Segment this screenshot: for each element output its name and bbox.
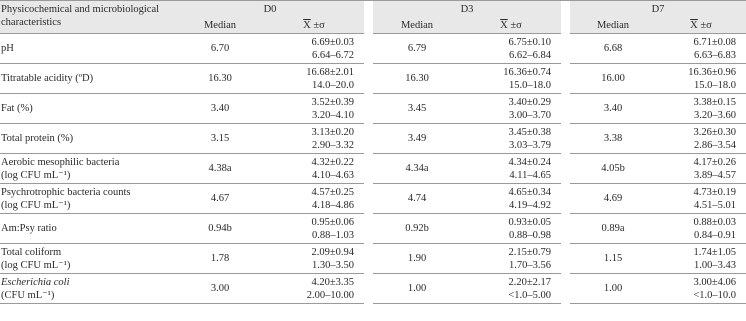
range-value: 3.89–4.57 bbox=[694, 169, 736, 181]
mean-sd-value: 0.95±0.06 bbox=[311, 216, 354, 228]
range-value: 6.63–6.83 bbox=[694, 49, 736, 61]
row-label bbox=[0, 124, 176, 154]
spacer bbox=[364, 34, 373, 64]
median-cell: 1.15 bbox=[570, 244, 656, 274]
range-value: <1.0–10.0 bbox=[693, 289, 736, 301]
table-row bbox=[0, 274, 746, 304]
mean-sd-value: 16.36±0.74 bbox=[503, 66, 551, 78]
median-cell: 4.74 bbox=[373, 184, 461, 214]
mean-sd-header: X ±σ bbox=[264, 17, 364, 34]
spacer bbox=[364, 184, 373, 214]
group-header-d3: D3 bbox=[373, 1, 561, 18]
median-cell: 4.34a bbox=[373, 154, 461, 184]
mean-sd-value: 3.40±0.29 bbox=[508, 96, 551, 108]
table-row bbox=[0, 244, 746, 274]
mean-sd-value: 3.26±0.30 bbox=[693, 126, 736, 138]
row-label-line2: (log CFU mL⁻¹) bbox=[1, 169, 71, 181]
spacer bbox=[364, 244, 373, 274]
median-header: Median bbox=[176, 17, 264, 34]
median-cell: 4.69 bbox=[570, 184, 656, 214]
mean-sd-header: X ±σ bbox=[656, 17, 746, 34]
row-label bbox=[0, 154, 176, 184]
mean-sd-value: 4.73±0.19 bbox=[693, 186, 736, 198]
range-value: 3.03–3.79 bbox=[509, 139, 551, 151]
spacer bbox=[561, 34, 570, 64]
mean-sd-value: 2.20±2.17 bbox=[508, 276, 551, 288]
row-label-line1: Escherichia coli bbox=[1, 276, 70, 288]
spacer bbox=[561, 214, 570, 244]
row-label-line1: Total coliform bbox=[1, 246, 62, 258]
group-header-d0: D0 bbox=[176, 1, 364, 18]
spacer bbox=[364, 274, 373, 304]
range-value: 3.20–4.10 bbox=[312, 109, 354, 121]
spacer bbox=[561, 1, 570, 18]
mean-sd-cell bbox=[461, 274, 561, 304]
mean-sd-value: 16.68±2.01 bbox=[306, 66, 354, 78]
range-value: 4.11–4.65 bbox=[509, 169, 551, 181]
row-label-line1: pH bbox=[1, 43, 14, 54]
mean-sd-value: 0.88±0.03 bbox=[693, 216, 736, 228]
range-value: 2.86–3.54 bbox=[694, 139, 736, 151]
mean-sd-header: X ±σ bbox=[461, 17, 561, 34]
range-value: 14.0–20.0 bbox=[312, 79, 354, 91]
median-cell: 3.40 bbox=[176, 94, 264, 124]
median-cell: 1.78 bbox=[176, 244, 264, 274]
spacer bbox=[364, 1, 373, 18]
table-row bbox=[0, 214, 746, 244]
row-label-line1: Psychrotrophic bacteria counts bbox=[1, 186, 131, 198]
row-label bbox=[0, 244, 176, 274]
median-cell: 1.00 bbox=[570, 274, 656, 304]
mean-sd-value: 3.52±0.39 bbox=[311, 96, 354, 108]
range-value: 1.70–3.56 bbox=[509, 259, 551, 271]
row-label-line1: Am:Psy ratio bbox=[1, 223, 57, 234]
table-row bbox=[0, 94, 746, 124]
mean-sd-cell bbox=[656, 214, 746, 244]
median-cell: 16.30 bbox=[373, 64, 461, 94]
group-header-d7: D7 bbox=[570, 1, 746, 18]
mean-sd-cell bbox=[264, 214, 364, 244]
mean-sd-cell bbox=[264, 154, 364, 184]
median-cell: 3.00 bbox=[176, 274, 264, 304]
mean-sd-value: 0.93±0.05 bbox=[508, 216, 551, 228]
median-cell: 3.40 bbox=[570, 94, 656, 124]
range-value: 4.19–4.92 bbox=[509, 199, 551, 211]
range-value: 1.00–3.43 bbox=[694, 259, 736, 271]
median-cell: 3.49 bbox=[373, 124, 461, 154]
mean-sd-cell bbox=[461, 34, 561, 64]
spacer bbox=[561, 274, 570, 304]
mean-sd-cell bbox=[264, 244, 364, 274]
header-group-row bbox=[0, 1, 746, 18]
range-value: <1.0–5.00 bbox=[508, 289, 551, 301]
mean-sd-value: 6.69±0.03 bbox=[311, 36, 354, 48]
mean-sd-value: 3.00±4.06 bbox=[693, 276, 736, 288]
row-label-line2: (log CFU mL⁻¹) bbox=[1, 199, 71, 211]
mean-sd-cell bbox=[461, 154, 561, 184]
mean-sd-value: 3.38±0.15 bbox=[693, 96, 736, 108]
median-cell: 3.45 bbox=[373, 94, 461, 124]
spacer bbox=[561, 124, 570, 154]
row-label bbox=[0, 184, 176, 214]
row-label bbox=[0, 64, 176, 94]
range-value: 0.88–0.98 bbox=[509, 229, 551, 241]
mean-sd-cell bbox=[656, 94, 746, 124]
table-row bbox=[0, 184, 746, 214]
row-label-line2: (log CFU mL⁻¹) bbox=[1, 259, 71, 271]
mean-sd-cell bbox=[461, 94, 561, 124]
mean-sd-cell bbox=[656, 184, 746, 214]
mean-sd-cell bbox=[656, 34, 746, 64]
mean-sd-value: 2.15±0.79 bbox=[508, 246, 551, 258]
spacer bbox=[561, 94, 570, 124]
range-value: 3.20–3.60 bbox=[694, 109, 736, 121]
spacer bbox=[561, 184, 570, 214]
range-value: 3.00–3.70 bbox=[509, 109, 551, 121]
mean-sd-cell bbox=[264, 94, 364, 124]
mean-sd-value: 4.34±0.24 bbox=[508, 156, 551, 168]
spacer bbox=[561, 64, 570, 94]
mean-sd-value: 4.57±0.25 bbox=[311, 186, 354, 198]
mean-sd-cell bbox=[264, 274, 364, 304]
median-cell: 4.38a bbox=[176, 154, 264, 184]
row-label-header: Physicochemical and microbiological characteristics bbox=[0, 1, 176, 34]
median-header: Median bbox=[570, 17, 656, 34]
mean-sd-cell bbox=[656, 124, 746, 154]
mean-sd-value: 2.09±0.94 bbox=[311, 246, 354, 258]
mean-sd-cell bbox=[461, 64, 561, 94]
spacer bbox=[364, 94, 373, 124]
range-value: 4.18–4.86 bbox=[312, 199, 354, 211]
median-cell: 0.94b bbox=[176, 214, 264, 244]
median-cell: 16.30 bbox=[176, 64, 264, 94]
median-cell: 4.67 bbox=[176, 184, 264, 214]
range-value: 4.51–5.01 bbox=[694, 199, 736, 211]
range-value: 15.0–18.0 bbox=[694, 79, 736, 91]
spacer bbox=[561, 154, 570, 184]
range-value: 0.88–1.03 bbox=[312, 229, 354, 241]
mean-sd-value: 4.32±0.22 bbox=[311, 156, 354, 168]
spacer bbox=[364, 17, 373, 34]
mean-sd-cell bbox=[264, 34, 364, 64]
median-cell: 6.70 bbox=[176, 34, 264, 64]
spacer bbox=[364, 124, 373, 154]
row-label-line1: Total protein (%) bbox=[1, 133, 74, 144]
mean-sd-cell bbox=[656, 64, 746, 94]
row-label-line1: Aerobic mesophilic bacteria bbox=[1, 156, 120, 168]
mean-sd-value: 4.65±0.34 bbox=[508, 186, 551, 198]
mean-sd-cell bbox=[461, 214, 561, 244]
median-cell: 4.05b bbox=[570, 154, 656, 184]
row-label-line1: Titratable acidity (ºD) bbox=[1, 73, 94, 84]
range-value: 2.90–3.32 bbox=[312, 139, 354, 151]
range-value: 6.62–6.84 bbox=[509, 49, 551, 61]
range-value: 15.0–18.0 bbox=[509, 79, 551, 91]
mean-sd-value: 4.17±0.26 bbox=[693, 156, 736, 168]
mean-sd-cell bbox=[264, 184, 364, 214]
mean-sd-cell bbox=[656, 244, 746, 274]
row-label-line1: Fat (%) bbox=[1, 103, 33, 114]
mean-sd-value: 3.13±0.20 bbox=[311, 126, 354, 138]
range-value: 1.30–3.50 bbox=[312, 259, 354, 271]
range-value: 6.64–6.72 bbox=[312, 49, 354, 61]
median-cell: 16.00 bbox=[570, 64, 656, 94]
table-row bbox=[0, 34, 746, 64]
range-value: 0.84–0.91 bbox=[694, 229, 736, 241]
table-row bbox=[0, 124, 746, 154]
row-label bbox=[0, 274, 176, 304]
median-cell: 3.38 bbox=[570, 124, 656, 154]
range-value: 4.10–4.63 bbox=[312, 169, 354, 181]
spacer bbox=[561, 17, 570, 34]
spacer bbox=[364, 64, 373, 94]
mean-sd-value: 6.75±0.10 bbox=[508, 36, 551, 48]
median-cell: 3.15 bbox=[176, 124, 264, 154]
table-body bbox=[0, 34, 746, 304]
median-cell: 1.00 bbox=[373, 274, 461, 304]
mean-sd-value: 3.45±0.38 bbox=[508, 126, 551, 138]
mean-sd-cell bbox=[656, 154, 746, 184]
spacer bbox=[364, 214, 373, 244]
table-row bbox=[0, 64, 746, 94]
row-label bbox=[0, 94, 176, 124]
spacer bbox=[561, 244, 570, 274]
mean-sd-cell bbox=[264, 64, 364, 94]
mean-sd-value: 1.74±1.05 bbox=[693, 246, 736, 258]
range-value: 2.00–10.00 bbox=[306, 289, 354, 301]
row-label bbox=[0, 214, 176, 244]
mean-sd-cell bbox=[461, 124, 561, 154]
mean-sd-cell bbox=[656, 274, 746, 304]
mean-sd-cell bbox=[264, 124, 364, 154]
median-cell: 1.90 bbox=[373, 244, 461, 274]
mean-sd-value: 16.36±0.96 bbox=[688, 66, 736, 78]
median-cell: 0.89a bbox=[570, 214, 656, 244]
row-label-line2: (CFU mL⁻¹) bbox=[1, 289, 55, 301]
mean-sd-value: 4.20±3.35 bbox=[311, 276, 354, 288]
mean-sd-cell bbox=[461, 184, 561, 214]
table-row bbox=[0, 154, 746, 184]
median-cell: 6.79 bbox=[373, 34, 461, 64]
row-label bbox=[0, 34, 176, 64]
mean-sd-cell bbox=[461, 244, 561, 274]
spacer bbox=[364, 154, 373, 184]
mean-sd-value: 6.71±0.08 bbox=[693, 36, 736, 48]
median-cell: 6.68 bbox=[570, 34, 656, 64]
median-cell: 0.92b bbox=[373, 214, 461, 244]
median-header: Median bbox=[373, 17, 461, 34]
